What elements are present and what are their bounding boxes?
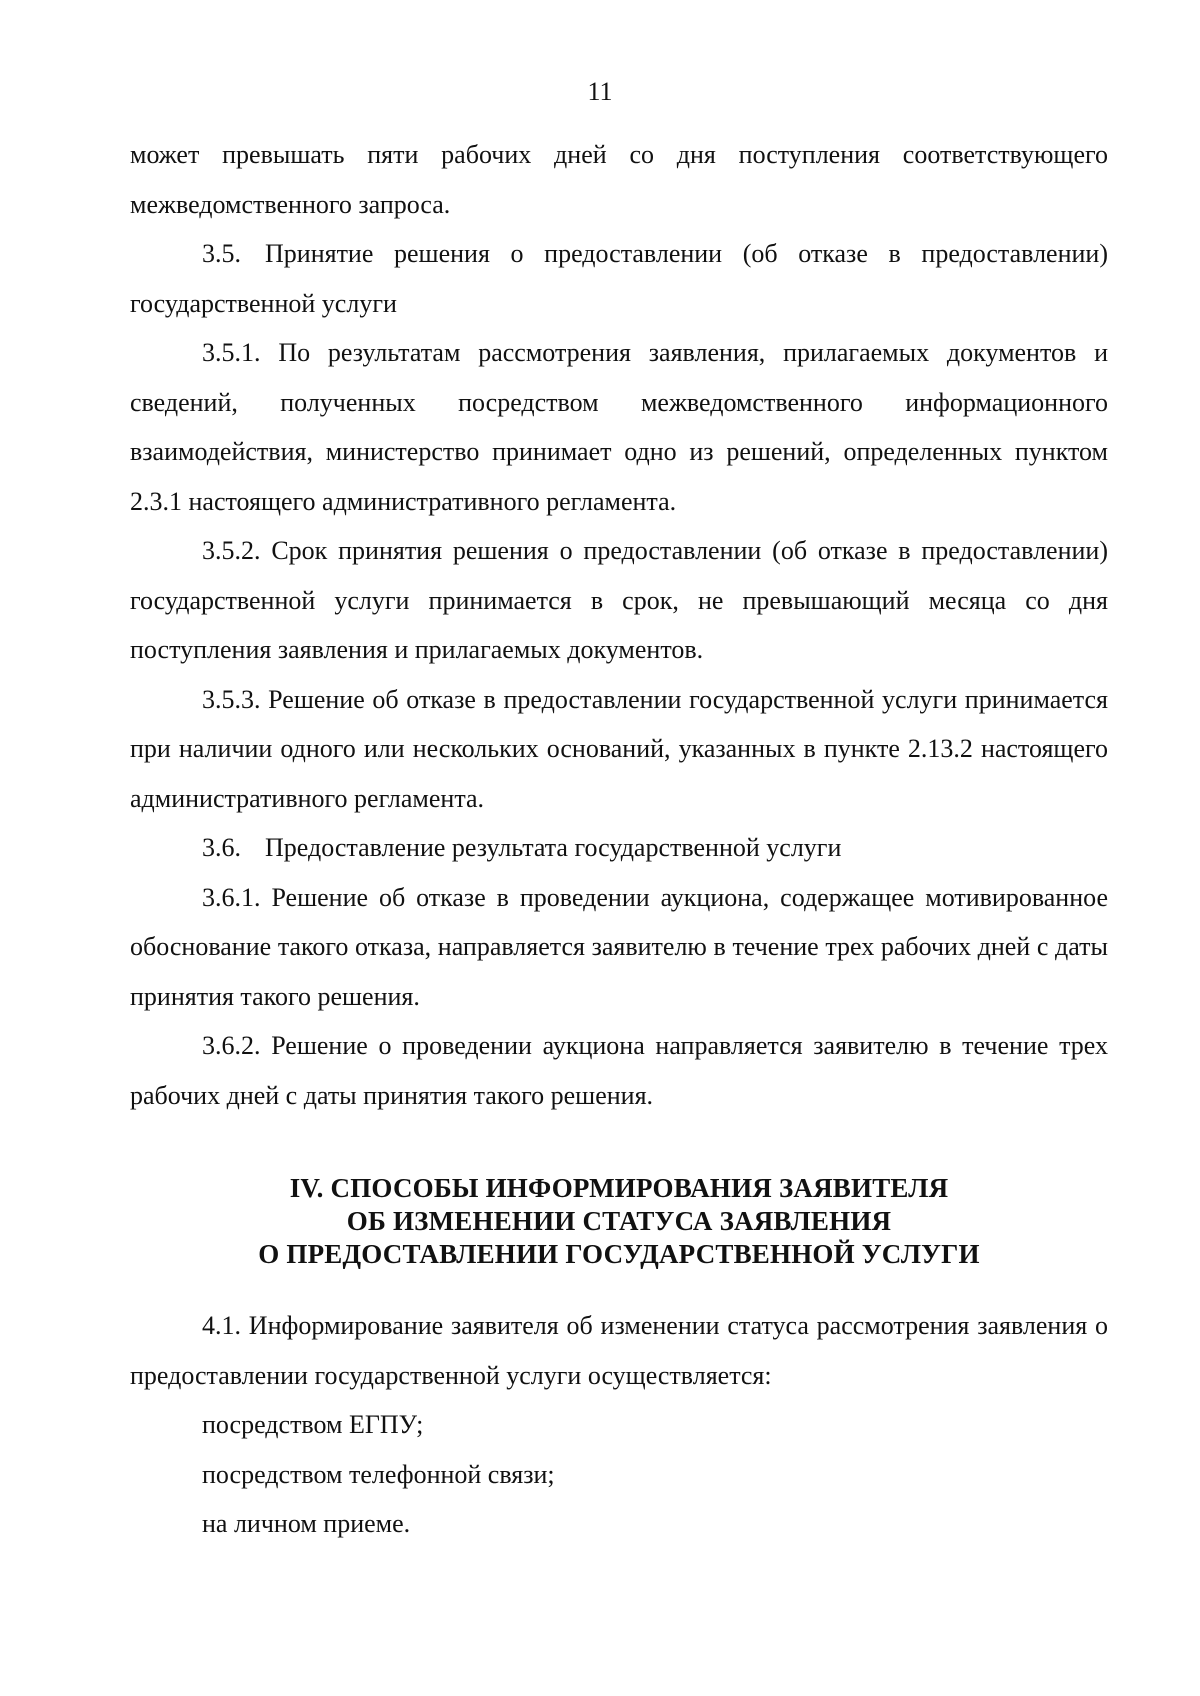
paragraph-4-1: 4.1. Информирование заявителя об изменении статуса рассмотрения заявления о предоставлении государственной услуги осуществляется: [130,1311,1108,1390]
clause-title: Предоставление результата государственной услуги [265,833,842,862]
list-item: посредством телефонной связи; [202,1459,555,1489]
paragraph-3-5-2: 3.5.2. Срок принятия решения о предоставлении (об отказе в предоставлении) государственной услуги принимается в срок, не превышающий месяца со дня поступления заявления и прилагаемых документов. [130,536,1108,664]
page-number: 11 [587,77,613,106]
clause-title: Принятие решения о предоставлении (об отказе в предоставлении) государственной услуги [130,239,1108,318]
section-heading-line-3: О ПРЕДОСТАВЛЕНИИ ГОСУДАРСТВЕННОЙ УСЛУГИ [258,1239,980,1269]
paragraph-3-6-1: 3.6.1. Решение об отказе в проведении аукциона, содержащее мотивированное обоснование такого отказа, направляется заявителю в течение трех рабочих дней с даты принятия такого решения. [130,882,1108,1011]
list-item: посредством ЕГПУ; [202,1410,424,1439]
section-heading-line-1: IV. СПОСОБЫ ИНФОРМИРОВАНИЯ ЗАЯВИТЕЛЯ [289,1173,949,1203]
clause-number: 3.6. [202,833,241,862]
clause-number: 3.5. [202,239,241,268]
paragraph-3-6 [130,823,1108,873]
paragraph-continuation: может превышать пяти рабочих дней со дня поступления соответствующего межведомственного запроса. [130,140,1108,219]
list-item: на личном приеме. [202,1509,411,1538]
section-heading [130,1172,1108,1271]
paragraph-3-5-3: 3.5.3. Решение об отказе в предоставлении государственной услуги принимается при наличии одного или нескольких оснований, указанных в пункте 2.13.2 настоящего административного регламента. [130,684,1108,813]
section-heading-line-2: ОБ ИЗМЕНЕНИИ СТАТУСА ЗАЯВЛЕНИЯ [346,1206,892,1236]
document-body [130,130,1108,1549]
paragraph-3-5-1: 3.5.1. По результатам рассмотрения заявления, прилагаемых документов и сведений, полученных посредством межведомственного информационного взаимодействия, министерство принимает одно из решений, определенных пунктом 2.3.1 настоящего административного регламента. [130,338,1108,516]
paragraph-3-6-2: 3.6.2. Решение о проведении аукциона направляется заявителю в течение трех рабочих дней с даты принятия такого решения. [130,1031,1108,1110]
paragraph-3-5 [130,229,1108,328]
